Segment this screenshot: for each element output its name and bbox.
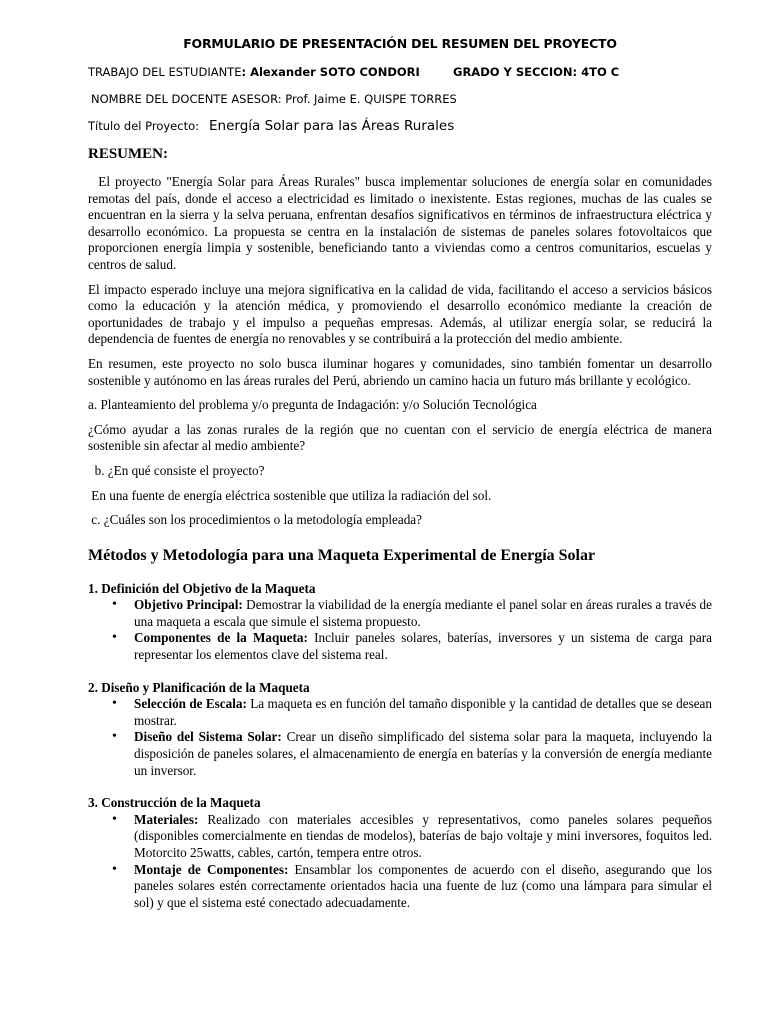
- methods-heading: Métodos y Metodología para una Maqueta Experimental de Energía Solar: [88, 546, 596, 564]
- section-2-title: 2. Diseño y Planificación de la Maqueta: [88, 679, 310, 695]
- question-b: b. ¿En qué consiste el proyecto?: [94, 462, 265, 478]
- project-title: Energía Solar para las Áreas Rurales: [209, 118, 455, 134]
- student-row: [88, 65, 620, 79]
- question-a: a. Planteamiento del problema y/o pregunta de Indagación: y/o Solución Tecnológica: [88, 397, 537, 413]
- section-1-list: [88, 597, 712, 663]
- student-name: : Alexander SOTO CONDORI: [241, 65, 420, 79]
- project-row: [88, 118, 454, 134]
- list-item: • Selección de Escala: La maqueta es en función del tamaño disponible y la cantidad de detalles que se desean mostrar.: [134, 696, 712, 729]
- section-2-list: [88, 696, 712, 779]
- list-item: • Montaje de Componentes: Ensamblar los componentes de acuerdo con el diseño, asegurando que los paneles solares estén correctamente orientados hacia una fuente de luz (como una lámpara para simular el sol) y que el sistema esté conectado adecuadamente.: [134, 862, 712, 912]
- question-c: c. ¿Cuáles son los procedimientos o la metodología empleada?: [91, 512, 422, 528]
- document-body: [88, 144, 712, 911]
- resumen-paragraph-3: En resumen, este proyecto no solo busca iluminar hogares y comunidades, sino también fomentar un desarrollo sostenible y autónomo en las áreas rurales del Perú, abriendo un camino hacia un futuro más brillante y ecológico.: [88, 355, 712, 388]
- project-label: Título del Proyecto:: [88, 119, 199, 133]
- resumen-paragraph-2: El impacto esperado incluye una mejora significativa en la calidad de vida, facilitando el acceso a servicios básicos como la educación y la atención médica, y promoviendo el desarrollo económico mediante la creación de oportunidades de trabajo y el impulso a pequeñas empresas. Además, al utilizar energía solar, se reducirá la dependencia de fuentes de energía no renovables y se contribuirá a la protección del medio ambiente.: [88, 281, 712, 347]
- resumen-heading: RESUMEN:: [88, 146, 169, 162]
- section-3-title: 3. Construcción de la Maqueta: [88, 795, 261, 811]
- list-item: • Materiales: Realizado con materiales accesibles y representativos, como paneles solares pequeños (disponibles comercialmente en tiendas de modelos), baterías de bajo voltaje y mini inversores, foquitos led. Motorcito 25watts, cables, cartón, tempera entre otros.: [134, 812, 712, 862]
- list-item: • Diseño del Sistema Solar: Crear un diseño simplificado del sistema solar para la maqueta, incluyendo la disposición de paneles solares, el almacenamiento de energía en baterías y la conversión de energía mediante un inversor.: [134, 729, 712, 779]
- teacher-row: NOMBRE DEL DOCENTE ASESOR: Prof. Jaime E. QUISPE TORRES: [91, 92, 457, 106]
- question-a-answer: ¿Cómo ayudar a las zonas rurales de la región que no cuentan con el servicio de energía eléctrica de manera sostenible sin afectar al medio ambiente?: [88, 421, 712, 454]
- form-title: FORMULARIO DE PRESENTACIÓN DEL RESUMEN DEL PROYECTO: [183, 36, 617, 51]
- question-b-answer: En una fuente de energía eléctrica sostenible que utiliza la radiación del sol.: [91, 487, 492, 503]
- section-1-title: 1. Definición del Objetivo de la Maqueta: [88, 580, 316, 596]
- student-label: TRABAJO DEL ESTUDIANTE: [88, 65, 242, 79]
- section-3-list: [88, 812, 712, 912]
- list-item: • Objetivo Principal: Demostrar la viabilidad de la energía mediante el panel solar en áreas rurales a través de una maqueta a escala que simule el sistema propuesto.: [134, 597, 712, 630]
- grade-section: GRADO Y SECCION: 4TO C: [453, 65, 620, 79]
- list-item: • Componentes de la Maqueta: Incluir paneles solares, baterías, inversores y un sistema de carga para representar los elementos clave del sistema real.: [134, 630, 712, 663]
- resumen-paragraph-1: El proyecto "Energía Solar para Áreas Rurales" busca implementar soluciones de energía solar en comunidades remotas del país, donde el acceso a electricidad es limitado o inexistente. Estas regiones, muchas de las cuales se encuentran en la sierra y la selva peruana, enfrentan desafíos significativos en términos de infraestructura eléctrica y desarrollo económico. La propuesta se centra en la instalación de sistemas de paneles solares fotovoltaicos que proporcionen energía limpia y sostenible, beneficiando tanto a viviendas como a centros comunitarios, escuelas y centros de salud.: [88, 174, 713, 272]
